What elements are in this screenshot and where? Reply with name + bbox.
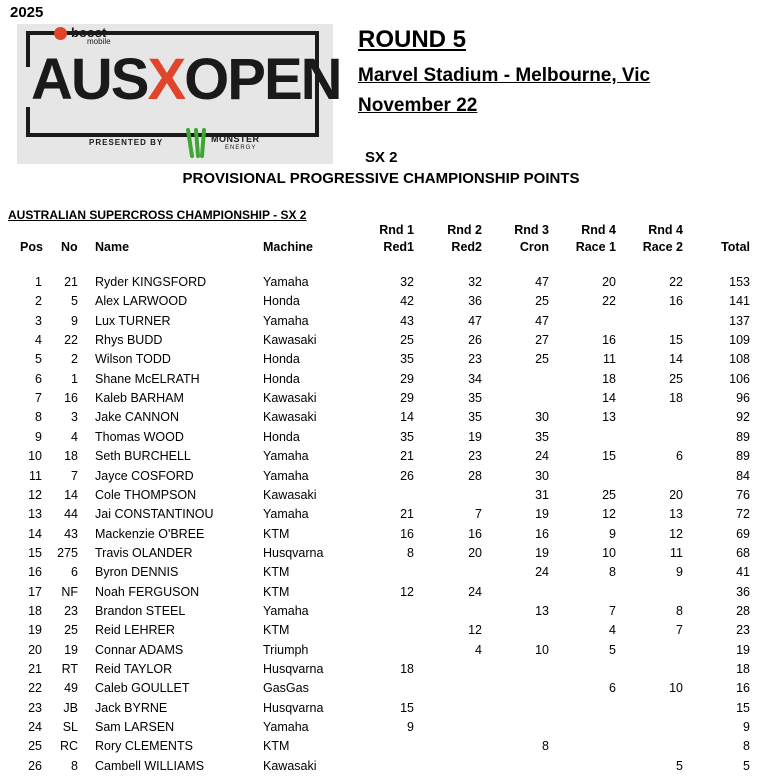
table-row (0, 585, 762, 601)
col-total: Total (721, 240, 750, 254)
table-row (0, 643, 762, 659)
col-pos: Pos (20, 240, 43, 254)
cell-pos: 24 (28, 720, 42, 735)
cell-total: 19 (736, 642, 750, 657)
cell-total: 109 (729, 333, 750, 348)
table-row (0, 681, 762, 697)
cell-pos: 26 (28, 758, 42, 773)
event-logo (17, 24, 341, 164)
cell-r3: 30 (535, 410, 549, 425)
table-row (0, 546, 762, 562)
cell-machine: Honda (263, 294, 300, 309)
table-row (0, 623, 762, 639)
cell-machine: Kawasaki (263, 333, 317, 348)
cell-name: Jack BYRNE (95, 700, 168, 715)
table-row (0, 527, 762, 543)
cell-machine: Honda (263, 429, 300, 444)
cell-name: Lux TURNER (95, 313, 171, 328)
cell-r1: 16 (400, 526, 414, 541)
cell-r4: 14 (602, 391, 616, 406)
cell-name: Travis OLANDER (95, 545, 193, 560)
cell-r1: 25 (400, 333, 414, 348)
cell-r4: 11 (603, 352, 616, 367)
season-year: 2025 (10, 4, 44, 21)
cell-machine: Husqvarna (263, 700, 324, 715)
cell-r5: 25 (669, 371, 683, 386)
table-row (0, 372, 762, 388)
cell-pos: 12 (28, 487, 42, 502)
cell-r2: 34 (468, 371, 482, 386)
table-row (0, 565, 762, 581)
cell-total: 89 (736, 429, 750, 444)
table-row (0, 759, 762, 775)
cell-r3: 47 (535, 313, 549, 328)
cell-r1: 26 (400, 468, 414, 483)
cell-pos: 6 (35, 371, 42, 386)
cell-no: 6 (71, 565, 78, 580)
cell-no: RT (61, 662, 78, 676)
cell-machine: Honda (263, 371, 300, 386)
cell-pos: 4 (35, 333, 42, 348)
cell-total: 69 (736, 526, 750, 541)
cell-machine: Triumph (263, 642, 309, 657)
cell-r4: 7 (609, 603, 616, 618)
cell-total: 76 (736, 487, 750, 502)
cell-no: 43 (64, 526, 78, 541)
cell-r5: 12 (669, 526, 683, 541)
cell-pos: 19 (28, 623, 42, 638)
cell-pos: 10 (28, 449, 42, 464)
col-r1-top: Rnd 1 (379, 223, 414, 237)
cell-r5: 11 (670, 545, 683, 560)
cell-machine: KTM (263, 739, 290, 754)
cell-name: Alex LARWOOD (95, 294, 188, 309)
cell-r2: 16 (468, 526, 482, 541)
col-r4-bottom: Race 1 (575, 240, 616, 254)
cell-r3: 47 (535, 275, 549, 289)
sponsor-sub: ENERGY (225, 145, 257, 151)
cell-total: 9 (743, 720, 750, 735)
col-r2-bottom: Red2 (451, 240, 482, 254)
cell-pos: 17 (28, 584, 42, 599)
cell-r4: 25 (602, 487, 616, 502)
cell-total: 106 (729, 371, 750, 386)
table-row (0, 701, 762, 717)
cell-pos: 23 (28, 700, 42, 715)
cell-machine: Yamaha (263, 720, 309, 735)
cell-machine: KTM (263, 584, 290, 599)
table-row (0, 294, 762, 310)
table-row (0, 314, 762, 330)
monster-claw-icon (185, 128, 211, 158)
cell-pos: 2 (35, 294, 42, 309)
cell-r3: 27 (535, 333, 549, 348)
cell-r4: 13 (602, 410, 616, 425)
cell-machine: Yamaha (263, 313, 309, 328)
cell-r5: 8 (676, 603, 683, 618)
event-wordmark: AUSXOPEN (31, 47, 341, 112)
cell-total: 36 (736, 584, 750, 599)
cell-r5: 9 (676, 565, 683, 580)
cell-r3: 35 (535, 429, 549, 444)
cell-total: 153 (729, 275, 750, 289)
cell-name: Kaleb BARHAM (95, 391, 184, 406)
cell-pos: 3 (35, 313, 42, 328)
event-date: November 22 (358, 95, 478, 116)
cell-r4: 9 (609, 526, 616, 541)
cell-r3: 24 (535, 449, 549, 464)
cell-name: Jake CANNON (95, 410, 180, 425)
cell-name: Wilson TODD (95, 352, 171, 367)
sponsor-logo (185, 128, 265, 158)
cell-r1: 43 (400, 313, 414, 328)
cell-no: 3 (71, 410, 78, 425)
cell-total: 28 (736, 603, 750, 618)
cell-pos: 22 (28, 681, 42, 696)
cell-r3: 16 (535, 526, 549, 541)
cell-r2: 24 (468, 584, 482, 599)
cell-no: 1 (71, 371, 78, 386)
cell-no: RC (59, 739, 78, 754)
cell-r5: 16 (669, 294, 683, 309)
cell-no: 2 (71, 352, 78, 367)
table-row (0, 488, 762, 504)
cell-no: 49 (64, 681, 78, 696)
cell-machine: Yamaha (263, 449, 309, 464)
cell-no: 16 (64, 391, 78, 406)
cell-r5: 7 (676, 623, 683, 638)
cell-pos: 5 (35, 352, 42, 367)
cell-r2: 36 (468, 294, 482, 309)
table-row (0, 662, 762, 678)
cell-r2: 23 (468, 352, 482, 367)
cell-r3: 25 (535, 352, 549, 367)
cell-total: 84 (736, 468, 750, 483)
brand-name: boost (71, 25, 107, 40)
cell-r1: 14 (400, 410, 414, 425)
cell-total: 23 (736, 623, 750, 638)
cell-r2: 19 (468, 429, 482, 444)
cell-r1: 21 (400, 449, 414, 464)
cell-no: 275 (57, 545, 78, 560)
brand-sub: mobile (87, 37, 111, 46)
table-row (0, 469, 762, 485)
cell-r4: 4 (609, 623, 616, 638)
cell-no: SL (62, 720, 78, 735)
cell-total: 89 (736, 449, 750, 464)
table-row (0, 604, 762, 620)
cell-total: 68 (736, 545, 750, 560)
cell-machine: GasGas (263, 681, 309, 696)
cell-r3: 19 (535, 545, 549, 560)
cell-name: Sam LARSEN (95, 720, 175, 735)
cell-r2: 4 (475, 642, 482, 657)
cell-machine: Kawasaki (263, 758, 317, 773)
cell-machine: Husqvarna (263, 545, 324, 560)
cell-total: 108 (729, 352, 750, 367)
cell-r4: 5 (609, 642, 616, 657)
cell-name: Cole THOMPSON (95, 487, 197, 502)
cell-name: Jayce COSFORD (95, 468, 194, 483)
col-r5-bottom: Race 2 (642, 240, 683, 254)
cell-name: Caleb GOULLET (95, 681, 190, 696)
cell-pos: 9 (35, 429, 42, 444)
table-row (0, 449, 762, 465)
col-machine: Machine (263, 240, 314, 254)
cell-name: Seth BURCHELL (95, 449, 191, 464)
boost-icon (54, 27, 67, 40)
col-r3-bottom: Cron (519, 240, 549, 254)
cell-r5: 22 (669, 275, 683, 289)
cell-pos: 8 (35, 410, 42, 425)
cell-no: 44 (64, 507, 78, 522)
cell-r2: 12 (468, 623, 482, 638)
cell-pos: 11 (29, 468, 42, 483)
cell-name: Mackenzie O'BREE (95, 526, 205, 541)
table-row (0, 391, 762, 407)
cell-total: 96 (736, 391, 750, 406)
col-r1-bottom: Red1 (383, 240, 414, 254)
cell-name: Cambell WILLIAMS (95, 758, 205, 773)
cell-r5: 6 (676, 449, 683, 464)
cell-machine: KTM (263, 565, 290, 580)
cell-name: Reid LEHRER (95, 623, 175, 638)
cell-r3: 25 (535, 294, 549, 309)
cell-pos: 14 (28, 526, 42, 541)
cell-no: 19 (64, 642, 78, 657)
cell-no: NF (61, 584, 78, 599)
cell-r3: 24 (535, 565, 549, 580)
cell-r3: 13 (535, 603, 549, 618)
cell-r1: 35 (400, 429, 414, 444)
cell-r1: 29 (400, 371, 414, 386)
cell-machine: Kawasaki (263, 410, 317, 425)
cell-name: Byron DENNIS (95, 565, 179, 580)
cell-total: 72 (736, 507, 750, 522)
cell-r4: 8 (609, 565, 616, 580)
cell-r3: 31 (535, 487, 549, 502)
cell-name: Rory CLEMENTS (95, 739, 193, 754)
venue: Marvel Stadium - Melbourne, Vic (358, 65, 651, 86)
cell-r4: 6 (609, 681, 616, 696)
cell-r4: 20 (602, 275, 616, 289)
cell-r1: 15 (400, 700, 414, 715)
cell-r5: 5 (676, 758, 683, 773)
table-row (0, 333, 762, 349)
cell-pos: 25 (28, 739, 42, 754)
cell-name: Rhys BUDD (95, 333, 163, 348)
col-r4-top: Rnd 4 (581, 223, 616, 237)
cell-machine: Yamaha (263, 507, 309, 522)
cell-r3: 30 (535, 468, 549, 483)
table-row (0, 275, 762, 291)
table-row (0, 352, 762, 368)
cell-no: 25 (64, 623, 78, 638)
cell-r4: 18 (602, 371, 616, 386)
sponsor-name: MONSTER (211, 134, 260, 144)
cell-total: 41 (736, 565, 750, 580)
table-row (0, 430, 762, 446)
table-row (0, 410, 762, 426)
cell-machine: Yamaha (263, 603, 309, 618)
cell-r2: 47 (468, 313, 482, 328)
cell-no: 5 (71, 294, 78, 309)
cell-pos: 7 (35, 391, 42, 406)
cell-no: 21 (64, 275, 78, 289)
cell-no: 18 (64, 449, 78, 464)
cell-r2: 35 (468, 410, 482, 425)
cell-r3: 19 (535, 507, 549, 522)
col-no: No (61, 240, 78, 254)
cell-name: Noah FERGUSON (95, 584, 200, 599)
document-subtitle: PROVISIONAL PROGRESSIVE CHAMPIONSHIP POINTS (182, 170, 580, 187)
cell-r1: 35 (400, 352, 414, 367)
cell-pos: 16 (28, 565, 42, 580)
cell-r1: 12 (400, 584, 414, 599)
cell-no: JB (63, 700, 78, 715)
cell-no: 14 (64, 487, 78, 502)
table-row (0, 507, 762, 523)
presented-by: PRESENTED BY (89, 138, 164, 147)
table-row (0, 739, 762, 755)
cell-total: 8 (743, 739, 750, 754)
cell-r2: 23 (468, 449, 482, 464)
col-r5-top: Rnd 4 (648, 223, 683, 237)
cell-r2: 32 (468, 275, 482, 289)
cell-r1: 9 (407, 720, 414, 735)
col-name: Name (95, 240, 130, 254)
cell-no: 23 (64, 603, 78, 618)
cell-r1: 32 (400, 275, 414, 289)
cell-name: Reid TAYLOR (95, 662, 173, 676)
cell-machine: Kawasaki (263, 391, 317, 406)
cell-no: 7 (71, 468, 78, 483)
round-title: ROUND 5 (358, 26, 467, 53)
cell-pos: 1 (35, 275, 42, 289)
cell-machine: Kawasaki (263, 487, 317, 502)
cell-total: 137 (729, 313, 750, 328)
class-label: SX 2 (365, 149, 398, 166)
table-row (0, 720, 762, 736)
cell-r5: 13 (669, 507, 683, 522)
cell-total: 16 (736, 681, 750, 696)
cell-total: 18 (736, 662, 750, 676)
cell-machine: KTM (263, 526, 290, 541)
cell-r4: 15 (602, 449, 616, 464)
cell-r3: 8 (542, 739, 549, 754)
cell-name: Brandon STEEL (95, 603, 186, 618)
cell-pos: 18 (28, 603, 42, 618)
cell-total: 141 (729, 294, 750, 309)
cell-r1: 29 (400, 391, 414, 406)
cell-no: 4 (71, 429, 78, 444)
cell-pos: 21 (28, 662, 42, 676)
cell-r5: 15 (669, 333, 683, 348)
cell-r1: 42 (400, 294, 414, 309)
cell-pos: 13 (28, 507, 42, 522)
cell-pos: 15 (28, 545, 42, 560)
cell-r1: 21 (400, 507, 414, 522)
cell-r4: 22 (602, 294, 616, 309)
col-r3-top: Rnd 3 (514, 223, 549, 237)
table-header (0, 223, 762, 259)
cell-machine: Husqvarna (263, 662, 324, 676)
col-r2-top: Rnd 2 (447, 223, 482, 237)
cell-r2: 35 (468, 391, 482, 406)
cell-total: 92 (736, 410, 750, 425)
cell-r3: 10 (535, 642, 549, 657)
cell-r4: 10 (602, 545, 616, 560)
cell-r1: 8 (407, 545, 414, 560)
cell-r2: 28 (468, 468, 482, 483)
cell-total: 5 (743, 758, 750, 773)
cell-name: Connar ADAMS (95, 642, 184, 657)
cell-r1: 18 (400, 662, 414, 676)
championship-title: AUSTRALIAN SUPERCROSS CHAMPIONSHIP - SX 2 (8, 208, 307, 222)
cell-r2: 20 (468, 545, 482, 560)
cell-name: Thomas WOOD (95, 429, 184, 444)
cell-name: Ryder KINGSFORD (95, 275, 207, 289)
cell-r5: 18 (669, 391, 683, 406)
cell-r2: 7 (475, 507, 482, 522)
cell-machine: KTM (263, 623, 290, 638)
cell-no: 8 (71, 758, 78, 773)
cell-name: Shane McELRATH (95, 371, 200, 386)
cell-r5: 10 (669, 681, 683, 696)
cell-name: Jai CONSTANTINOU (95, 507, 214, 522)
cell-total: 15 (736, 700, 750, 715)
cell-r5: 20 (669, 487, 683, 502)
cell-no: 9 (71, 313, 78, 328)
cell-r4: 12 (602, 507, 616, 522)
cell-machine: Yamaha (263, 275, 309, 289)
cell-machine: Honda (263, 352, 300, 367)
cell-machine: Yamaha (263, 468, 309, 483)
cell-pos: 20 (28, 642, 42, 657)
cell-no: 22 (64, 333, 78, 348)
cell-r2: 26 (468, 333, 482, 348)
cell-r4: 16 (602, 333, 616, 348)
cell-r5: 14 (669, 352, 683, 367)
